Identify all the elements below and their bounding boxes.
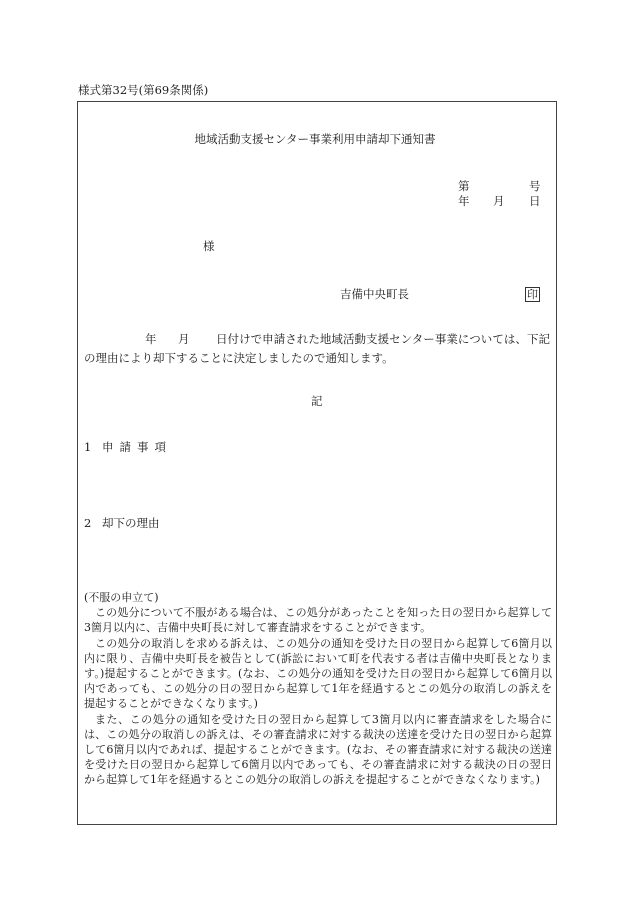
- seal-mark: [525, 287, 540, 302]
- objection-paragraph: この処分の取消しを求める訴えは、この処分の通知を受けた日の翌日から起算して6箇月以内に限り、吉備中央町長を被告として(訴訟において町を代表する者は吉備中央町長となります。)提起することができます。(なお、この処分の通知を受けた日の翌日から起算して6箇月以内であっても、この処分の日の翌日から起算して1年を経過するとこの処分の取消しの訴えを提起することができなくなります。): [84, 636, 552, 711]
- addressee-suffix: 様: [203, 239, 215, 253]
- issuer-name: 吉備中央町長: [340, 287, 409, 301]
- intro-paragraph: 日付けで申請された地域活動支援センター事業については、下記の理由により却下することに決定しましたので通知します。: [84, 332, 550, 365]
- doc-date-month: 月: [493, 194, 505, 208]
- objection-paragraph: また、この処分の通知を受けた日の翌日から起算して3箇月以内に審査請求をした場合には、この処分の取消しの訴えは、その審査請求に対する裁決の送達を受けた日の翌日から起算して6箇月以内であれば、提起することができます。(なお、その審査請求に対する裁決の送達を受けた日の翌日から起算して6箇月以内であっても、その審査請求に対する裁決の日の翌日から起算して1年を経過するとこの処分の取消しの訴えを提起することができなくなります。): [84, 712, 552, 787]
- form-number-label: 様式第32号(第69条関係): [78, 83, 209, 97]
- doc-number-prefix: 第: [458, 179, 470, 193]
- ki-heading: 記: [311, 394, 323, 408]
- document-title: 地域活動支援センター事業利用申請却下通知書: [194, 132, 436, 146]
- item-1-label: 申請事項: [102, 440, 172, 454]
- seal-text: 印: [527, 288, 538, 301]
- objection-paragraph: この処分について不服がある場合は、この処分があったことを知った日の翌日から起算して3箇月以内に、吉備中央町長に対して審査請求をすることができます。: [84, 606, 552, 635]
- item-1-number: 1: [84, 440, 92, 454]
- doc-date-day: 日: [529, 194, 541, 208]
- intro-year: 年: [145, 332, 157, 346]
- doc-number-suffix: 号: [529, 179, 541, 193]
- doc-date-year: 年: [458, 194, 470, 208]
- objection-section: [84, 590, 552, 788]
- item-2-label: 却下の理由: [102, 516, 160, 530]
- item-2-number: 2: [84, 516, 92, 530]
- intro-month: 月: [178, 332, 190, 346]
- objection-heading: (不服の申立て): [84, 591, 159, 604]
